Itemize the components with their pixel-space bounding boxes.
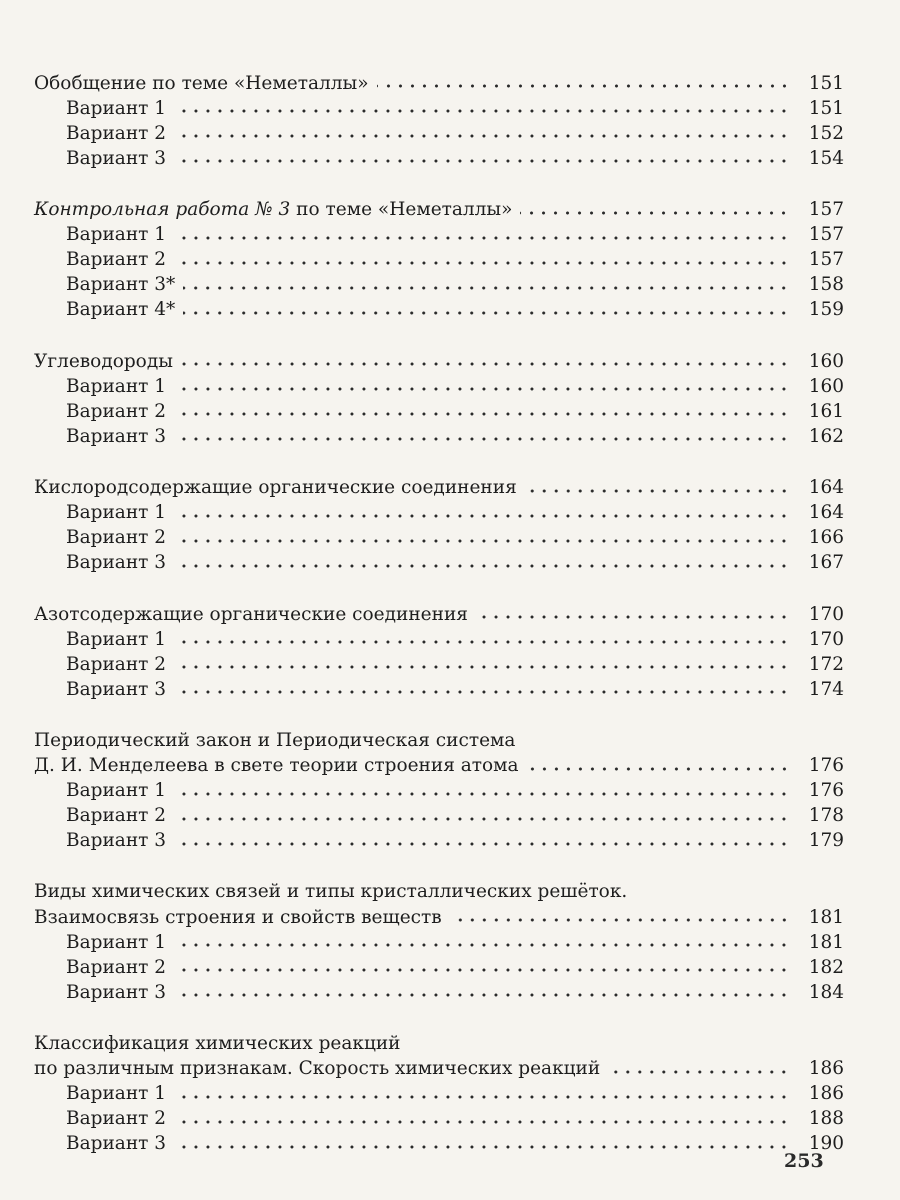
variant-row: [34, 423, 844, 448]
section-title-row: [34, 70, 844, 95]
section-title: Классификация химических реакций: [34, 1032, 401, 1054]
dot-leader: [174, 247, 790, 266]
section-title: Азотсодержащие органические соединения: [34, 603, 468, 625]
dot-leader: [174, 500, 790, 519]
variant-page: 181: [808, 931, 844, 953]
dot-leader: [608, 1056, 790, 1075]
section-title: Периодический закон и Периодическая система: [34, 729, 516, 751]
variant-row: [34, 373, 844, 398]
variant-row: [34, 272, 844, 297]
variant-row: [34, 297, 844, 322]
variant-page: 158: [808, 274, 844, 295]
variant-row: [34, 828, 844, 853]
variant-row: [34, 398, 844, 423]
section-title-line: [34, 1031, 844, 1056]
variant-page: 190: [808, 1133, 844, 1154]
variant-label: Вариант 1: [66, 1083, 167, 1104]
section-page: 186: [808, 1058, 844, 1079]
dot-leader: [174, 651, 790, 670]
section-title-row: [34, 1056, 844, 1081]
section-title: [34, 197, 512, 222]
section-page: 151: [808, 72, 844, 94]
variant-label: Вариант 1: [66, 375, 167, 397]
variant-page: 157: [808, 224, 844, 245]
section-title-row: [34, 601, 844, 626]
variant-page: 174: [808, 678, 844, 700]
variant-row: [34, 145, 844, 170]
variant-page: 176: [808, 780, 844, 801]
dot-leader: [181, 348, 790, 367]
variant-row: [34, 954, 844, 979]
variant-page: 161: [808, 400, 844, 422]
dot-leader: [174, 120, 790, 139]
variant-row: [34, 95, 844, 120]
variant-page: 172: [808, 653, 844, 675]
variant-row: [34, 120, 844, 145]
variant-row: [34, 803, 844, 828]
dot-leader: [450, 904, 790, 923]
variant-label: Вариант 1: [66, 628, 167, 650]
dot-leader: [174, 1131, 790, 1150]
variant-label: Вариант 1: [66, 780, 167, 801]
section-title-row: [34, 197, 844, 222]
dot-leader: [174, 828, 790, 847]
variant-label: Вариант 3: [66, 1133, 167, 1154]
variant-page: 186: [808, 1083, 844, 1104]
variant-row: [34, 651, 844, 676]
variant-label: Вариант 1: [66, 97, 167, 119]
section-title: Виды химических связей и типы кристаллических решёток.: [34, 881, 628, 902]
variant-label: Вариант 2: [66, 653, 167, 675]
variant-page: 179: [808, 830, 844, 851]
variant-row: [34, 550, 844, 575]
section-title: Углеводороды: [34, 350, 173, 372]
variant-page: 178: [808, 805, 844, 826]
dot-leader: [174, 979, 790, 998]
variant-row: [34, 929, 844, 954]
toc-section: [34, 197, 844, 322]
variant-page: 157: [808, 249, 844, 270]
variant-label: Вариант 2: [66, 1108, 167, 1129]
dot-leader: [174, 525, 790, 544]
variant-label: Вариант 2: [66, 249, 167, 270]
dot-leader: [527, 753, 790, 772]
variant-label: Вариант 1: [66, 502, 167, 523]
section-page: 157: [808, 199, 844, 220]
dot-leader: [183, 272, 790, 291]
toc-section: [34, 879, 844, 1004]
section-title: Обобщение по теме «Неметаллы»: [34, 72, 369, 94]
dot-leader: [174, 550, 790, 569]
variant-row: [34, 676, 844, 701]
section-title-line: [34, 728, 844, 753]
variant-label: Вариант 2: [66, 527, 167, 548]
section-title: Кислородсодержащие органические соединения: [34, 477, 517, 498]
dot-leader: [174, 803, 790, 822]
dot-leader: [525, 475, 790, 494]
section-title-row: [34, 348, 844, 373]
variant-row: [34, 778, 844, 803]
variant-row: [34, 1081, 844, 1106]
section-title-row: [34, 475, 844, 500]
variant-row: [34, 222, 844, 247]
dot-leader: [174, 145, 790, 164]
section-title: Взаимосвязь строения и свойств веществ: [34, 906, 442, 928]
variant-row: [34, 525, 844, 550]
dot-leader: [174, 676, 790, 695]
dot-leader: [520, 197, 790, 216]
variant-page: 182: [808, 956, 844, 978]
variant-page: 152: [808, 122, 844, 144]
variant-label: Вариант 3: [66, 981, 167, 1003]
variant-row: [34, 626, 844, 651]
dot-leader: [476, 601, 790, 620]
variant-page: 159: [808, 299, 844, 320]
variant-label: Вариант 2: [66, 122, 167, 144]
variant-page: 160: [808, 375, 844, 397]
variant-row: [34, 1106, 844, 1131]
dot-leader: [174, 954, 790, 973]
variant-page: 166: [808, 527, 844, 548]
table-of-contents: [34, 70, 844, 1182]
dot-leader: [183, 297, 790, 316]
page-number: 253: [784, 1150, 824, 1172]
dot-leader: [174, 423, 790, 442]
variant-row: [34, 247, 844, 272]
variant-label: Вариант 1: [66, 931, 167, 953]
dot-leader: [377, 70, 790, 89]
toc-section: [34, 475, 844, 575]
section-title: Д. И. Менделеева в свете теории строения атома: [34, 755, 519, 776]
section-title-line: [34, 879, 844, 904]
variant-row: [34, 500, 844, 525]
toc-section: [34, 728, 844, 853]
toc-section: [34, 1031, 844, 1156]
variant-page: 188: [808, 1108, 844, 1129]
dot-leader: [174, 929, 790, 948]
dot-leader: [174, 373, 790, 392]
section-title-row: [34, 753, 844, 778]
section-title-rest: по теме «Неметаллы»: [290, 199, 513, 220]
variant-label: Вариант 3: [66, 425, 167, 447]
section-title: по различным признакам. Скорость химических реакций: [34, 1058, 601, 1079]
section-title-row: [34, 904, 844, 929]
dot-leader: [174, 1106, 790, 1125]
section-page: 160: [808, 350, 844, 372]
variant-row: [34, 979, 844, 1004]
variant-page: 164: [808, 502, 844, 523]
variant-label: Вариант 2: [66, 956, 167, 978]
dot-leader: [174, 95, 790, 114]
variant-row: [34, 1131, 844, 1156]
section-page: 164: [808, 477, 844, 498]
dot-leader: [174, 222, 790, 241]
dot-leader: [174, 398, 790, 417]
variant-page: 162: [808, 425, 844, 447]
variant-label: Вариант 2: [66, 805, 167, 826]
toc-section: [34, 348, 844, 448]
variant-label: Вариант 3: [66, 147, 167, 169]
dot-leader: [174, 626, 790, 645]
dot-leader: [174, 1081, 790, 1100]
variant-label: Вариант 2: [66, 400, 167, 422]
variant-label: Вариант 3: [66, 552, 167, 573]
section-page: 170: [808, 603, 844, 625]
toc-section: [34, 601, 844, 701]
variant-label: Вариант 3*: [66, 274, 176, 295]
toc-section: [34, 70, 844, 170]
section-page: 181: [808, 906, 844, 928]
section-title-italic: Контрольная работа № 3: [34, 199, 291, 220]
variant-page: 184: [808, 981, 844, 1003]
variant-page: 154: [808, 147, 844, 169]
section-page: 176: [808, 755, 844, 776]
dot-leader: [174, 778, 790, 797]
variant-label: Вариант 3: [66, 678, 167, 700]
variant-label: Вариант 4*: [66, 299, 176, 320]
variant-page: 167: [808, 552, 844, 573]
variant-label: Вариант 1: [66, 224, 167, 245]
variant-label: Вариант 3: [66, 830, 167, 851]
variant-page: 151: [808, 97, 844, 119]
variant-page: 170: [808, 628, 844, 650]
